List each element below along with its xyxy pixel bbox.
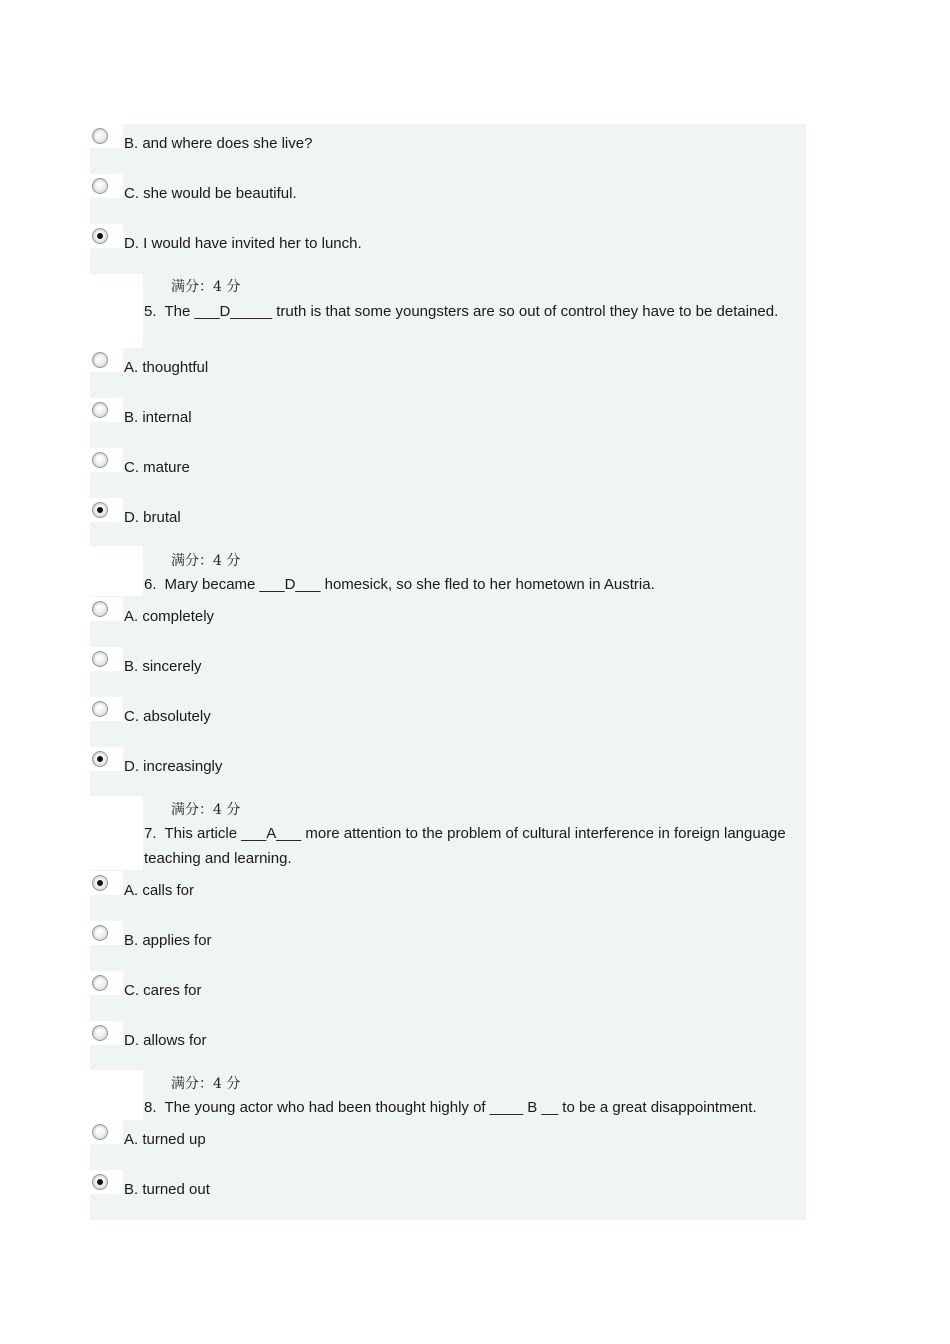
- option-label[interactable]: A. completely: [124, 608, 215, 625]
- option-label[interactable]: D. brutal: [124, 509, 181, 526]
- option-radio[interactable]: [92, 601, 108, 617]
- option-radio[interactable]: [92, 925, 108, 941]
- option-label[interactable]: C. she would be beautiful.: [124, 185, 297, 202]
- option-radio[interactable]: [92, 228, 108, 244]
- score-label: 满分：4 分: [171, 1076, 241, 1092]
- option-radio[interactable]: [92, 352, 108, 368]
- question-text: [144, 821, 800, 871]
- score-label: 满分：4 分: [171, 553, 241, 569]
- option-label[interactable]: B. turned out: [124, 1181, 210, 1198]
- question-stem: Mary became ___D___ homesick, so she fled to her hometown in Austria.: [164, 576, 655, 593]
- option-radio[interactable]: [92, 452, 108, 468]
- option-label[interactable]: B. and where does she live?: [124, 135, 313, 152]
- question-number: 7.: [144, 825, 157, 842]
- question-5-gap: [90, 274, 143, 348]
- question-number: 5.: [144, 303, 157, 320]
- option-label[interactable]: C. absolutely: [124, 708, 211, 725]
- option-label[interactable]: D. allows for: [124, 1032, 207, 1049]
- option-radio[interactable]: [92, 1124, 108, 1140]
- option-label[interactable]: A. calls for: [124, 882, 195, 899]
- option-label[interactable]: B. internal: [124, 409, 192, 426]
- question-number: 8.: [144, 1099, 157, 1116]
- option-label[interactable]: D. I would have invited her to lunch.: [124, 235, 362, 252]
- question-stem: The young actor who had been thought highly of ____ B __ to be a great disappointment.: [164, 1099, 757, 1116]
- question-8-gap: [90, 1070, 143, 1120]
- question-6-gap: [90, 546, 143, 596]
- question-number: 6.: [144, 576, 157, 593]
- option-radio[interactable]: [92, 128, 108, 144]
- question-text: [144, 572, 800, 597]
- option-radio[interactable]: [92, 701, 108, 717]
- option-label[interactable]: C. mature: [124, 459, 190, 476]
- option-radio[interactable]: [92, 651, 108, 667]
- option-label[interactable]: B. applies for: [124, 932, 212, 949]
- option-radio[interactable]: [92, 1174, 108, 1190]
- option-radio[interactable]: [92, 502, 108, 518]
- question-7-gap: [90, 796, 143, 870]
- question-text: [144, 1095, 806, 1120]
- option-radio[interactable]: [92, 875, 108, 891]
- question-stem: This article ___A___ more attention to the problem of cultural interference in foreign language teaching and learning.: [144, 825, 786, 867]
- question-text: [144, 299, 800, 324]
- score-label: 满分：4 分: [171, 802, 241, 818]
- option-label[interactable]: B. sincerely: [124, 658, 202, 675]
- option-radio[interactable]: [92, 178, 108, 194]
- option-radio[interactable]: [92, 751, 108, 767]
- option-radio[interactable]: [92, 975, 108, 991]
- option-label[interactable]: D. increasingly: [124, 758, 223, 775]
- question-stem: The ___D_____ truth is that some youngsters are so out of control they have to be detained.: [164, 303, 779, 320]
- option-radio[interactable]: [92, 402, 108, 418]
- option-label[interactable]: C. cares for: [124, 982, 202, 999]
- option-label[interactable]: A. thoughtful: [124, 359, 209, 376]
- option-label[interactable]: A. turned up: [124, 1131, 206, 1148]
- score-label: 满分：4 分: [171, 279, 241, 295]
- option-radio[interactable]: [92, 1025, 108, 1041]
